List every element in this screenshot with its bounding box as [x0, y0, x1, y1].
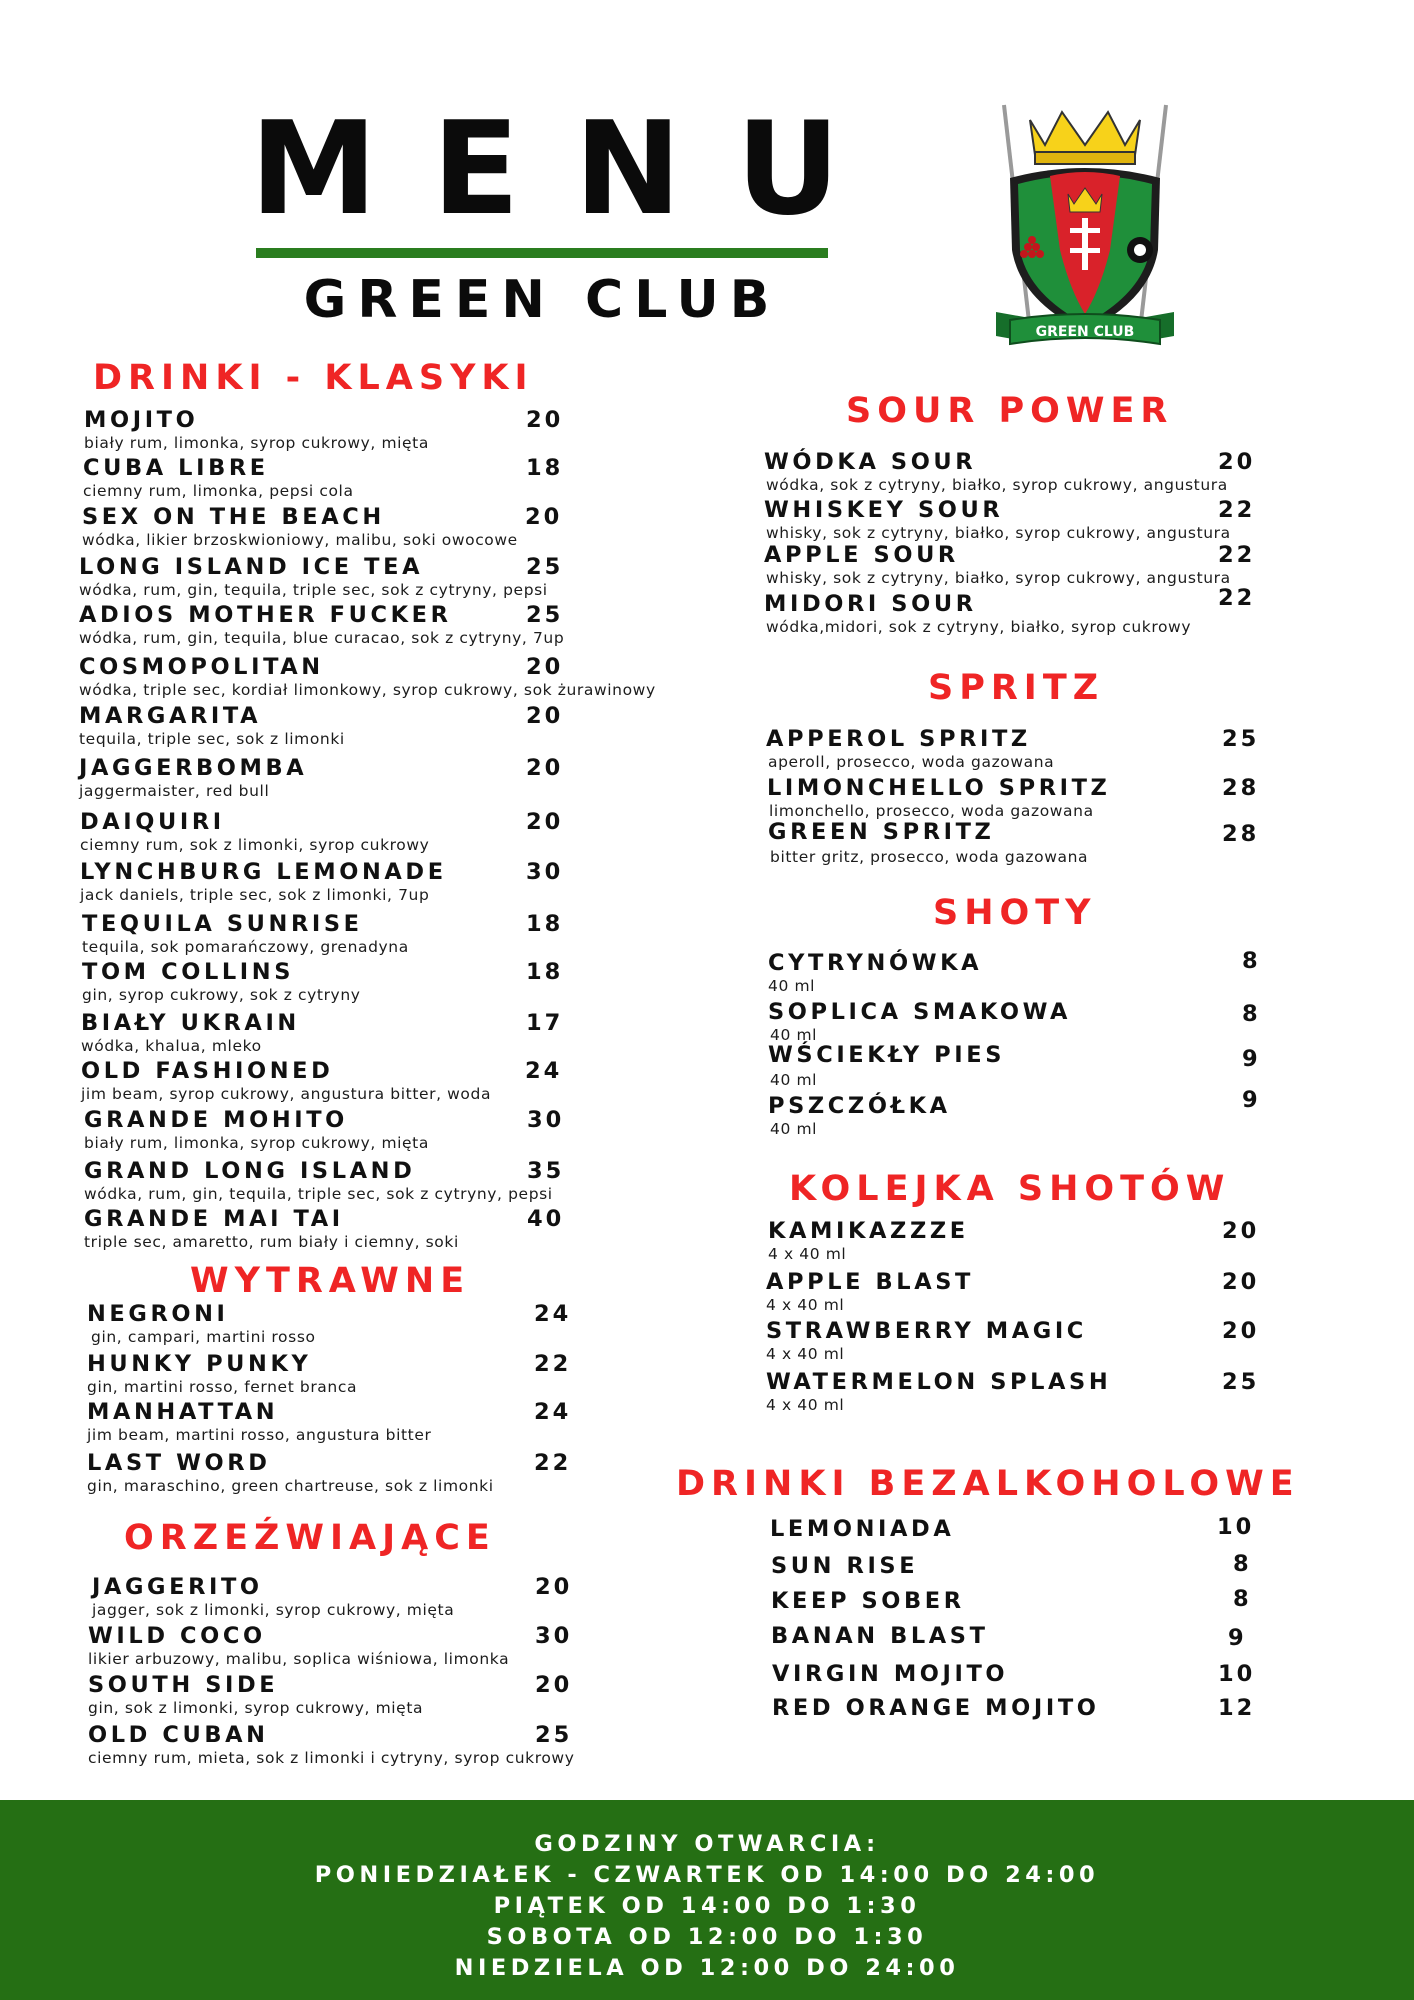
section-title-orzezwiajace: ORZEŹWIAJĄCE	[124, 1518, 496, 1558]
item-price: 30	[526, 859, 564, 885]
opening-hours-line: SOBOTA OD 12:00 DO 1:30	[486, 1924, 928, 1950]
item-name: MANHATTAN	[87, 1399, 279, 1425]
item-description: wódka, sok z cytryny, białko, syrop cukrowy, angustura	[766, 476, 1228, 494]
item-name: WHISKEY SOUR	[764, 497, 1004, 523]
item-name: GRANDE MOHITO	[84, 1107, 348, 1133]
item-description: gin, martini rosso, fernet branca	[87, 1378, 358, 1396]
item-description: ciemny rum, mieta, sok z limonki i cytryny, syrop cukrowy	[88, 1749, 575, 1767]
item-price: 28	[1222, 775, 1260, 801]
item-price: 10	[1217, 1514, 1255, 1540]
item-price: 20	[535, 1574, 573, 1600]
item-name: WILD COCO	[88, 1623, 266, 1649]
item-description: gin, sok z limonki, syrop cukrowy, mięta	[88, 1699, 424, 1717]
item-name: MARGARITA	[79, 703, 262, 729]
opening-hours-line: PIĄTEK OD 14:00 DO 1:30	[493, 1893, 921, 1919]
section-title-kolejka-shotow: KOLEJKA SHOTÓW	[789, 1169, 1231, 1209]
item-name: COSMOPOLITAN	[79, 654, 324, 680]
item-name: TEQUILA SUNRISE	[82, 911, 363, 937]
item-description: 40 ml	[770, 1071, 818, 1089]
item-price: 20	[526, 809, 564, 835]
item-name: SUN RISE	[771, 1553, 919, 1579]
item-description: wódka, rum, gin, tequila, triple sec, sok z cytryny, pepsi	[79, 581, 548, 599]
item-description: 4 x 40 ml	[766, 1396, 845, 1414]
item-price: 20	[525, 504, 563, 530]
item-description: likier arbuzowy, malibu, soplica wiśniowa, limonka	[88, 1650, 510, 1668]
item-name: GRAND LONG ISLAND	[84, 1158, 416, 1184]
item-description: biały rum, limonka, syrop cukrowy, mięta	[84, 434, 429, 452]
item-name: RED ORANGE MOJITO	[772, 1695, 1100, 1721]
item-description: 40 ml	[770, 1120, 818, 1138]
item-price: 20	[526, 654, 564, 680]
item-description: whisky, sok z cytryny, białko, syrop cukrowy, angustura	[766, 524, 1231, 542]
item-price: 20	[526, 755, 564, 781]
item-name: LYNCHBURG LEMONADE	[80, 859, 447, 885]
item-price: 8	[1233, 1586, 1252, 1612]
item-name: HUNKY PUNKY	[87, 1351, 312, 1377]
item-description: wódka, khalua, mleko	[81, 1037, 262, 1055]
item-description: ciemny rum, sok z limonki, syrop cukrowy	[80, 836, 430, 854]
item-name: WÓDKA SOUR	[764, 449, 977, 475]
item-name: KEEP SOBER	[771, 1588, 965, 1614]
green-club-crest-logo	[990, 100, 1180, 355]
item-name: APPEROL SPRITZ	[766, 726, 1031, 752]
item-name: BIAŁY UKRAIN	[81, 1010, 300, 1036]
item-description: gin, maraschino, green chartreuse, sok z limonki	[87, 1477, 494, 1495]
section-title-drinki-bezalkoholowe: DRINKI BEZALKOHOLOWE	[676, 1464, 1300, 1504]
item-description: wódka,midori, sok z cytryny, białko, syrop cukrowy	[766, 618, 1192, 636]
item-description: jack daniels, triple sec, sok z limonki, 7up	[80, 886, 430, 904]
menu-title-letter: M	[250, 95, 378, 244]
section-title-sour-power: SOUR POWER	[846, 391, 1174, 431]
item-price: 35	[527, 1158, 565, 1184]
item-name: JAGGERITO	[92, 1574, 263, 1600]
item-description: limonchello, prosecco, woda gazowana	[769, 802, 1094, 820]
item-price: 22	[534, 1351, 572, 1377]
item-name: SEX ON THE BEACH	[82, 504, 385, 530]
item-description: bitter gritz, prosecco, woda gazowana	[770, 848, 1089, 866]
item-description: ciemny rum, limonka, pepsi cola	[83, 482, 354, 500]
item-price: 22	[1218, 542, 1256, 568]
item-name: JAGGERBOMBA	[79, 755, 308, 781]
item-price: 8	[1242, 1001, 1261, 1027]
logo-text: GREEN CLUB	[1035, 324, 1135, 340]
menu-title-letter: N	[574, 95, 682, 244]
item-name: LONG ISLAND ICE TEA	[79, 554, 424, 580]
item-price: 20	[1222, 1218, 1260, 1244]
section-title-wytrawne: WYTRAWNE	[190, 1261, 471, 1301]
item-price: 25	[1222, 726, 1260, 752]
item-price: 22	[1218, 585, 1256, 611]
item-name: ADIOS MOTHER FUCKER	[79, 602, 452, 628]
item-name: STRAWBERRY MAGIC	[766, 1318, 1087, 1344]
item-name: APPLE BLAST	[766, 1269, 974, 1295]
item-price: 22	[534, 1450, 572, 1476]
item-price: 18	[526, 455, 564, 481]
item-price: 8	[1242, 948, 1261, 974]
item-name: PSZCZÓŁKA	[768, 1093, 951, 1119]
item-price: 20	[526, 407, 564, 433]
item-description: wódka, rum, gin, tequila, blue curacao, sok z cytryny, 7up	[79, 629, 565, 647]
item-price: 28	[1222, 821, 1260, 847]
opening-hours-heading: GODZINY OTWARCIA:	[534, 1831, 880, 1857]
item-price: 9	[1228, 1625, 1247, 1651]
item-name: GRANDE MAI TAI	[84, 1206, 344, 1232]
item-price: 30	[535, 1623, 573, 1649]
item-price: 20	[1218, 449, 1256, 475]
item-price: 22	[1218, 497, 1256, 523]
item-name: VIRGIN MOJITO	[772, 1661, 1009, 1687]
item-price: 12	[1218, 1695, 1256, 1721]
item-name: SOPLICA SMAKOWA	[768, 999, 1072, 1025]
item-name: TOM COLLINS	[82, 959, 295, 985]
item-name: KAMIKAZZZE	[768, 1218, 969, 1244]
club-name: GREEN CLUB	[303, 270, 781, 330]
item-description: 40 ml	[770, 1026, 818, 1044]
item-price: 9	[1242, 1087, 1261, 1113]
item-name: LEMONIADA	[770, 1516, 955, 1542]
menu-title	[250, 95, 840, 244]
item-name: CYTRYNÓWKA	[768, 950, 983, 976]
item-price: 25	[526, 554, 564, 580]
section-title-shoty: SHOTY	[933, 893, 1097, 933]
item-description: wódka, triple sec, kordiał limonkowy, syrop cukrowy, sok żurawinowy	[79, 681, 656, 699]
item-name: MIDORI SOUR	[764, 591, 977, 617]
item-price: 24	[534, 1399, 572, 1425]
section-title-klasyki: DRINKI - KLASYKI	[93, 358, 534, 398]
section-title-spritz: SPRITZ	[928, 668, 1105, 708]
item-name: CUBA LIBRE	[83, 455, 269, 481]
item-description: jaggermaister, red bull	[79, 782, 270, 800]
item-name: BANAN BLAST	[771, 1623, 989, 1649]
item-price: 25	[535, 1722, 573, 1748]
item-name: LAST WORD	[87, 1450, 271, 1476]
title-divider	[256, 248, 828, 258]
opening-hours-line: NIEDZIELA OD 12:00 DO 24:00	[454, 1955, 960, 1981]
item-name: SOUTH SIDE	[88, 1672, 279, 1698]
menu-title-letter: U	[736, 95, 840, 244]
item-description: tequila, sok pomarańczowy, grenadyna	[82, 938, 409, 956]
item-price: 10	[1218, 1661, 1256, 1687]
item-name: NEGRONI	[87, 1301, 229, 1327]
item-price: 40	[527, 1206, 565, 1232]
item-name: GREEN SPRITZ	[768, 819, 995, 845]
item-name: LIMONCHELLO SPRITZ	[767, 775, 1111, 801]
item-price: 18	[526, 959, 564, 985]
item-price: 20	[535, 1672, 573, 1698]
item-name: OLD CUBAN	[88, 1722, 269, 1748]
item-description: gin, campari, martini rosso	[91, 1328, 316, 1346]
item-description: tequila, triple sec, sok z limonki	[79, 730, 345, 748]
item-description: jim beam, martini rosso, angustura bitter	[87, 1426, 432, 1444]
item-description: 4 x 40 ml	[766, 1345, 845, 1363]
opening-hours-footer	[0, 1800, 1414, 2000]
item-name: APPLE SOUR	[764, 542, 959, 568]
item-description: wódka, rum, gin, tequila, triple sec, sok z cytryny, pepsi	[84, 1185, 553, 1203]
opening-hours-line: PONIEDZIAŁEK - CZWARTEK OD 14:00 DO 24:00	[314, 1862, 1100, 1888]
item-price: 24	[534, 1301, 572, 1327]
item-price: 20	[1222, 1269, 1260, 1295]
item-description: jagger, sok z limonki, syrop cukrowy, mięta	[92, 1601, 455, 1619]
item-description: 4 x 40 ml	[768, 1245, 847, 1263]
item-description: wódka, likier brzoskwioniowy, malibu, soki owocowe	[82, 531, 518, 549]
item-price: 20	[1222, 1318, 1260, 1344]
item-price: 24	[525, 1058, 563, 1084]
item-description: jim beam, syrop cukrowy, angustura bitter, woda	[81, 1085, 492, 1103]
menu-title-letter: E	[432, 95, 520, 244]
item-price: 18	[526, 911, 564, 937]
item-price: 25	[1222, 1369, 1260, 1395]
item-description: 40 ml	[768, 977, 816, 995]
item-price: 17	[526, 1010, 564, 1036]
item-price: 20	[526, 703, 564, 729]
item-price: 30	[527, 1107, 565, 1133]
item-description: biały rum, limonka, syrop cukrowy, mięta	[84, 1134, 429, 1152]
item-description: aperoll, prosecco, woda gazowana	[768, 753, 1055, 771]
item-description: 4 x 40 ml	[766, 1296, 845, 1314]
item-price: 9	[1242, 1046, 1261, 1072]
item-description: gin, syrop cukrowy, sok z cytryny	[82, 986, 361, 1004]
item-price: 25	[526, 602, 564, 628]
item-name: WATERMELON SPLASH	[766, 1369, 1112, 1395]
item-name: WŚCIEKŁY PIES	[768, 1042, 1006, 1068]
item-name: DAIQUIRI	[80, 809, 225, 835]
item-description: whisky, sok z cytryny, białko, syrop cukrowy, angustura	[766, 569, 1231, 587]
item-name: MOJITO	[84, 407, 199, 433]
item-price: 8	[1233, 1551, 1252, 1577]
item-description: triple sec, amaretto, rum biały i ciemny, soki	[84, 1233, 459, 1251]
item-name: OLD FASHIONED	[81, 1058, 334, 1084]
